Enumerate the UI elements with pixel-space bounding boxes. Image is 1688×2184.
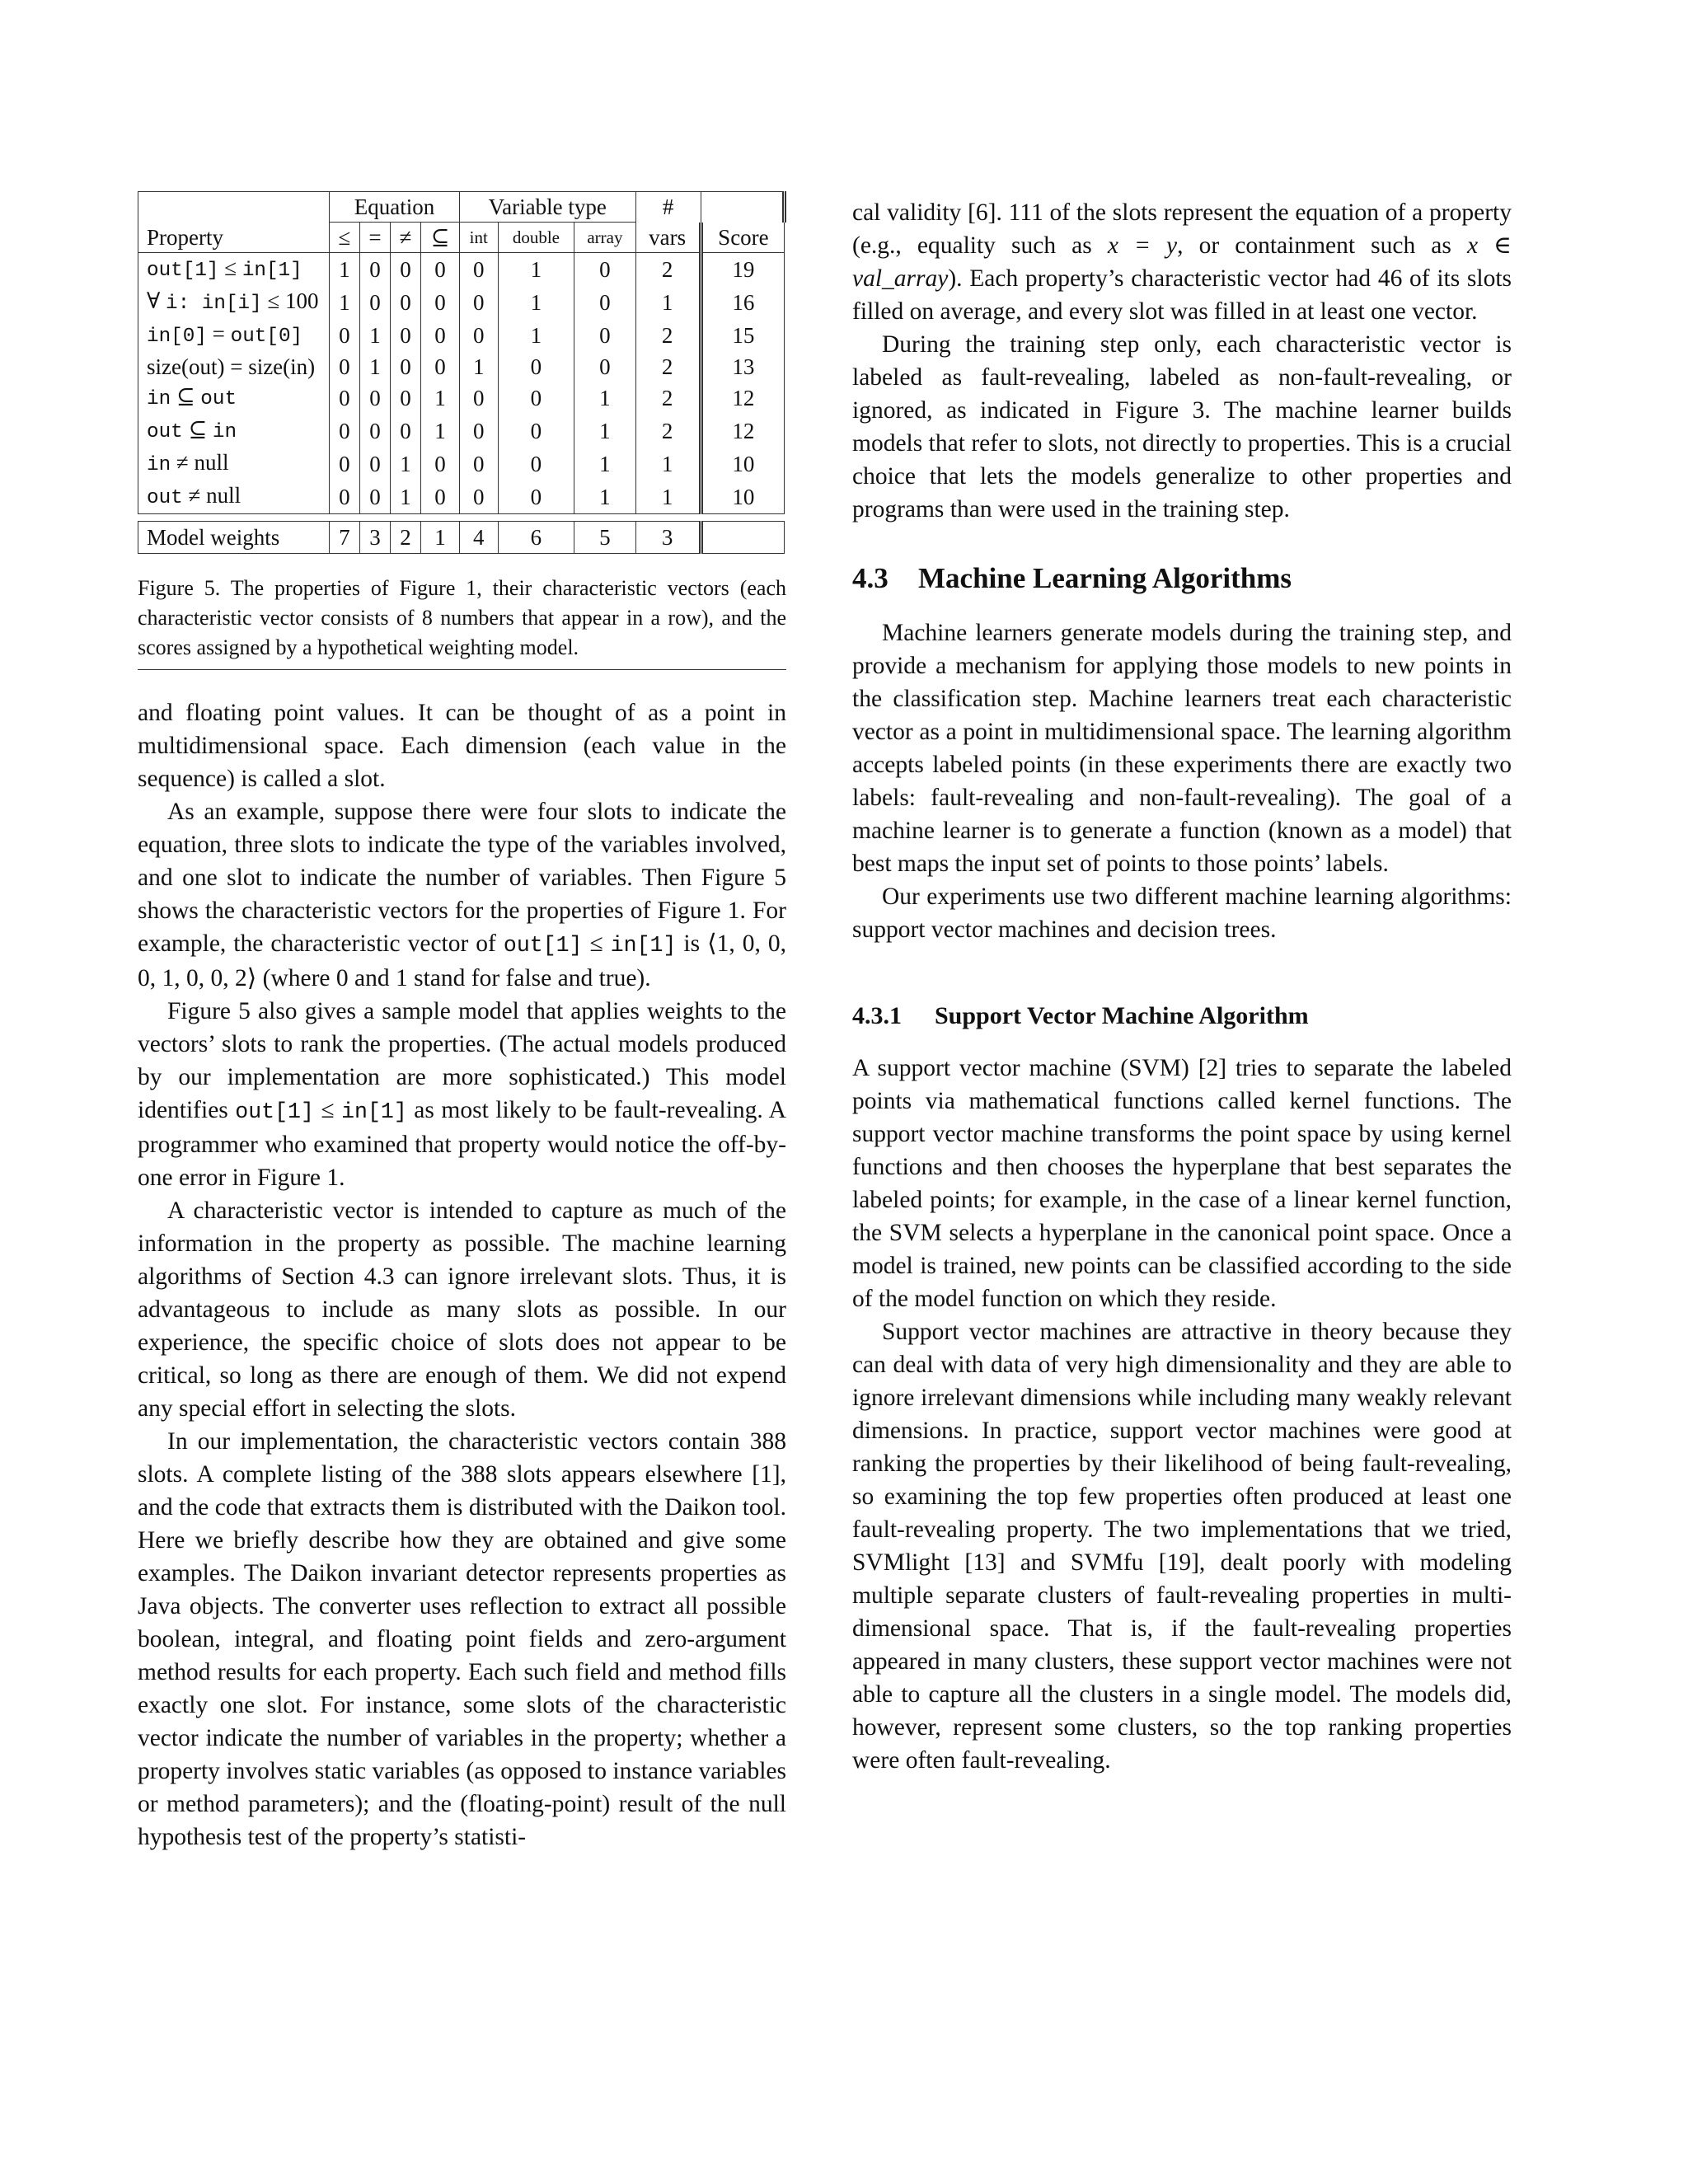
section-heading	[852, 562, 1512, 595]
vector-value-cell: 0	[420, 319, 459, 352]
vector-value-cell: 1	[359, 352, 390, 382]
section-number: 4.3	[852, 562, 889, 594]
vector-value-cell: 1	[574, 415, 635, 448]
score-cell: 10	[701, 480, 784, 514]
vector-value-cell: 2	[635, 382, 701, 415]
vector-value-cell: 0	[460, 253, 499, 287]
vector-value-cell: 0	[420, 480, 459, 514]
subsection-heading	[852, 1002, 1512, 1030]
vector-value-cell: 0	[330, 352, 360, 382]
weight-cell: 4	[460, 522, 499, 554]
vector-value-cell: 0	[420, 448, 459, 480]
vector-value-cell: 0	[359, 382, 390, 415]
score-cell: 12	[701, 382, 784, 415]
model-weights-label: Model weights	[138, 522, 330, 554]
vector-value-cell: 0	[420, 352, 459, 382]
vector-value-cell: 1	[391, 448, 421, 480]
right-paragraph-1: cal validity [6]. 111 of the slots represent the equation of a property (e.g., equality such as x = y, or containment such as x ∈ val_array). Each property’s characteristic vector had 46 of its slots filled on average, and every slot was filled in at least one vector.	[852, 199, 1512, 325]
left-paragraph-4: A characteristic vector is intended to capture as much of the information in the property as possible. The machine learning algorithms of Section 4.3 can ignore irrelevant slots. Thus, it is advantageous to include as many slots as possible. In our experience, the specific choice of slots does not appear to be critical, so long as there are enough of them. We did not expend any special effort in selecting the slots.	[138, 1197, 786, 1422]
table-row	[138, 253, 785, 287]
vector-value-cell: 0	[330, 415, 360, 448]
left-paragraph-1: and floating point values. It can be thought of as a point in multidimensional space. Each dimension (each value in the sequence) is called a slot.	[138, 700, 786, 792]
weight-cell: 2	[391, 522, 421, 554]
vars-header: vars	[635, 223, 701, 253]
vector-value-cell: 0	[498, 415, 574, 448]
equation-group-header: Equation	[330, 192, 460, 223]
vector-value-cell: 0	[359, 286, 390, 319]
weight-cell: 3	[635, 522, 701, 554]
vector-value-cell: 2	[635, 352, 701, 382]
table-row	[138, 352, 785, 382]
property-cell: size(out) = size(in)	[138, 352, 330, 382]
table-row	[138, 415, 785, 448]
score-cell: 19	[701, 253, 784, 287]
vector-value-cell: 1	[420, 382, 459, 415]
left-column	[138, 191, 786, 1854]
weight-cell: 3	[359, 522, 390, 554]
table-row	[138, 319, 785, 352]
right-paragraph-6: Support vector machines are attractive in theory because they can deal with data of very high dimensionality and they are able to ignore irrelevant dimensions while including many weakly relevant dimensions. In practice, support vector machines were good at ranking the properties by their likelihood of being fault-revealing, so examining the top few properties often produced at least one fault-revealing property. The two implementations that we tried, SVMlight [13] and SVMfu [19], dealt poorly with modeling multiple separate clusters of fault-revealing properties in multi-dimensional space. That is, if the fault-revealing properties appeared in many clusters, these support vector machines were not able to capture all the clusters in a single model. The models did, however, represent some clusters, so the top ranking properties were often fault-revealing.	[852, 1319, 1512, 1774]
left-paragraph-2: As an example, suppose there were four slots to indicate the equation, three slots to indicate the type of the variables involved, and one slot to indicate the number of variables. Then Figure 5 shows the characteristic vectors for the properties of Figure 1. For example, the characteristic vector of out[1] ≤ in[1] is ⟨1, 0, 0, 0, 1, 0, 0, 2⟩ (where 0 and 1 stand for false and true).	[138, 799, 786, 991]
vector-value-cell: 1	[460, 352, 499, 382]
vector-value-cell: 0	[498, 448, 574, 480]
vector-value-cell: 0	[574, 286, 635, 319]
vector-value-cell: 2	[635, 415, 701, 448]
property-header: Property	[138, 223, 330, 253]
vector-value-cell: 0	[574, 319, 635, 352]
property-cell: out ⊆ in	[138, 415, 330, 448]
vector-value-cell: 1	[498, 319, 574, 352]
table-row	[138, 382, 785, 415]
le-header: ≤	[330, 223, 360, 253]
vector-value-cell: 0	[391, 382, 421, 415]
subsection-number: 4.3.1	[852, 1002, 902, 1029]
subset-header: ⊆	[420, 223, 459, 253]
section-title: Machine Learning Algorithms	[918, 562, 1292, 594]
vector-value-cell: 0	[420, 253, 459, 287]
vector-value-cell: 0	[330, 480, 360, 514]
right-paragraph-2: During the training step only, each characteristic vector is labeled as fault-revealing, labeled as non-fault-revealing, or ignored, as indicated in Figure 3. The machine learner builds models that refer to slots, not directly to properties. This is a crucial choice that lets the models generalize to other properties and programs than were used in the training step.	[852, 331, 1512, 523]
table-column-header-row	[138, 223, 785, 253]
blank-score-top	[701, 192, 784, 223]
property-cell: in ⊆ out	[138, 382, 330, 415]
right-paragraph-4: Our experiments use two different machine learning algorithms: support vector machines and decision trees.	[852, 883, 1512, 943]
table-row	[138, 448, 785, 480]
weight-cell: 1	[420, 522, 459, 554]
vector-value-cell: 0	[391, 319, 421, 352]
right-paragraph-3: Machine learners generate models during the training step, and provide a mechanism for applying those models to new points in the classification step. Machine learners treat each characteristic vector as a point in multidimensional space. The learning algorithm accepts labeled points (in these experiments there are exactly two labels: fault-revealing and non-fault-revealing). The goal of a machine learner is to generate a function (known as a model) that best maps the input set of points to those points’ labels.	[852, 620, 1512, 877]
right-column	[852, 196, 1512, 1777]
left-paragraph-5: In our implementation, the characteristic vectors contain 388 slots. A complete listing of the 388 slots appears elsewhere [1], and the code that extracts them is distributed with the Daikon tool. Here we briefly describe how they are obtained and give some examples. The Daikon invariant detector represents properties as Java objects. The converter uses reflection to extract all possible boolean, integral, and floating point fields and zero-argument method results for each property. Each such field and method fills exactly one slot. For instance, some slots of the characteristic vector indicate the number of variables in the property; whether a property involves static variables (as opposed to instance variables or method parameters); and the (floating-point) result of the null hypothesis test of the property’s statisti-	[138, 1428, 786, 1850]
figure-caption: Figure 5. The properties of Figure 1, their characteristic vectors (each characteristic vector consists of 8 numbers that appear in a row), and the scores assigned by a hypothetical weighting model.	[138, 574, 786, 670]
table-spacer	[138, 514, 785, 522]
vector-value-cell: 1	[574, 382, 635, 415]
vector-value-cell: 0	[460, 448, 499, 480]
double-header: double	[498, 223, 574, 253]
property-cell: in[0] = out[0]	[138, 319, 330, 352]
table-body	[138, 253, 785, 554]
vector-value-cell: 1	[498, 253, 574, 287]
vector-value-cell: 1	[391, 480, 421, 514]
vector-value-cell: 0	[359, 415, 390, 448]
vector-value-cell: 1	[574, 480, 635, 514]
vector-value-cell: 0	[391, 352, 421, 382]
left-body-text	[138, 696, 786, 1854]
weight-cell: 7	[330, 522, 360, 554]
table-row	[138, 286, 785, 319]
vector-value-cell: 1	[330, 286, 360, 319]
property-cell: out ≠ null	[138, 480, 330, 514]
vector-value-cell: 0	[420, 286, 459, 319]
right-paragraph-5: A support vector machine (SVM) [2] tries to separate the labeled points via mathematical functions called kernel functions. The support vector machine transforms the point space by using kernel functions and then chooses the hyperplane that best separates the labeled points; for example, in the case of a linear kernel function, the SVM selects a hyperplane in the canonical point space. Once a model is trained, new points can be classified according to the side of the model function on which they reside.	[852, 1055, 1512, 1312]
score-cell: 15	[701, 319, 784, 352]
figure5-table	[138, 191, 786, 554]
vector-value-cell: 1	[498, 286, 574, 319]
vector-value-cell: 0	[460, 286, 499, 319]
vector-value-cell: 0	[359, 480, 390, 514]
table-row	[138, 480, 785, 514]
vector-value-cell: 1	[635, 448, 701, 480]
subsection-title: Support Vector Machine Algorithm	[935, 1002, 1309, 1029]
score-header: Score	[701, 223, 784, 253]
vector-value-cell: 0	[460, 319, 499, 352]
property-cell: out[1] ≤ in[1]	[138, 253, 330, 287]
vector-value-cell: 2	[635, 253, 701, 287]
property-cell: ∀ i: in[i] ≤ 100	[138, 286, 330, 319]
vector-value-cell: 0	[460, 382, 499, 415]
array-header: array	[574, 223, 635, 253]
vector-value-cell: 0	[498, 480, 574, 514]
ne-header: ≠	[391, 223, 421, 253]
vector-value-cell: 0	[391, 286, 421, 319]
vector-value-cell: 1	[635, 286, 701, 319]
blank-header	[138, 192, 330, 223]
vector-value-cell: 0	[498, 382, 574, 415]
score-cell: 13	[701, 352, 784, 382]
left-paragraph-3: Figure 5 also gives a sample model that applies weights to the vectors’ slots to rank the properties. (The actual models produced by our implementation are more sophisticated.) This model identifies out[1] ≤ in[1] as most likely to be fault-revealing. A programmer who examined that property would notice the off-by-one error in Figure 1.	[138, 998, 786, 1191]
vector-value-cell: 1	[330, 253, 360, 287]
score-cell: 10	[701, 448, 784, 480]
int-header: int	[460, 223, 499, 253]
vector-value-cell: 0	[330, 319, 360, 352]
vector-value-cell: 1	[420, 415, 459, 448]
property-cell: in ≠ null	[138, 448, 330, 480]
vector-value-cell: 0	[391, 253, 421, 287]
weight-cell: 6	[498, 522, 574, 554]
vector-value-cell: 1	[635, 480, 701, 514]
vector-value-cell: 0	[359, 253, 390, 287]
vector-value-cell: 0	[574, 352, 635, 382]
vector-value-cell: 0	[391, 415, 421, 448]
hash-header: #	[635, 192, 701, 223]
table-group-header-row	[138, 192, 785, 223]
vector-value-cell: 0	[574, 253, 635, 287]
vector-value-cell: 0	[330, 448, 360, 480]
vector-value-cell: 2	[635, 319, 701, 352]
score-cell: 16	[701, 286, 784, 319]
vector-value-cell: 0	[498, 352, 574, 382]
eq-header: =	[359, 223, 390, 253]
model-weights-row	[138, 522, 785, 554]
vector-value-cell: 1	[574, 448, 635, 480]
vector-value-cell: 0	[460, 415, 499, 448]
vector-value-cell: 0	[330, 382, 360, 415]
weight-score-blank	[701, 522, 784, 554]
variable-type-group-header: Variable type	[460, 192, 636, 223]
vector-value-cell: 1	[359, 319, 390, 352]
vector-value-cell: 0	[460, 480, 499, 514]
weight-cell: 5	[574, 522, 635, 554]
vector-value-cell: 0	[359, 448, 390, 480]
score-cell: 12	[701, 415, 784, 448]
